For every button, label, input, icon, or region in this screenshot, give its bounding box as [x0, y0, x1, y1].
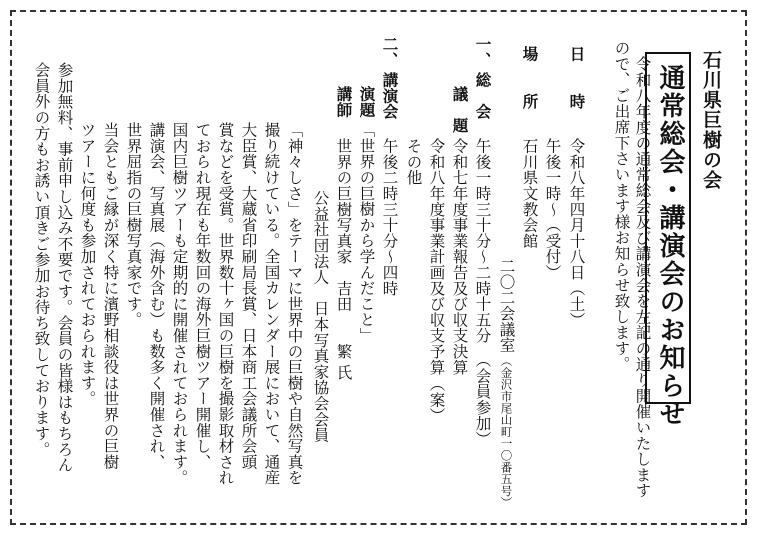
agenda-item-2: 令和八年度事業計画及び収支予算 — [427, 138, 446, 375]
agenda-label: 議 題 — [450, 86, 469, 134]
time-value: 午後一時～（受付） — [543, 138, 562, 281]
bio-line: 講演会、写真展（海外含む）も数多く開催され、 — [147, 122, 166, 470]
agenda-item-1: 令和七年度事業報告及び収支決算 — [450, 138, 469, 375]
date-label: 日 時 — [567, 46, 586, 110]
bio-line: 世界屈指の巨樹写真家です。 — [124, 122, 143, 328]
meeting-note: （会員参加） — [473, 352, 492, 447]
speaker-affiliation: 公益社団法人 日本写真家協会会員 — [311, 190, 330, 443]
speaker-label: 講師 — [334, 86, 353, 118]
agenda-item-3: その他 — [404, 138, 423, 186]
lecture-time: 午後二時三十分～四時 — [380, 138, 399, 296]
section2-label: 講演会 — [380, 72, 399, 120]
notice-title: 通常総会・講演会のお知らせ — [655, 64, 685, 428]
section1-number: 一、 — [473, 36, 492, 68]
bio-line: 賞などを受賞。世界数十ヶ国の巨樹を撮影取材され — [216, 122, 235, 486]
closing-line: 会員外の方もお誘い頂きご参加お待ち致しております。 — [32, 62, 51, 457]
place-label: 場 所 — [520, 46, 539, 110]
topic-label: 演題 — [357, 86, 376, 118]
intro-line-1: 令和八年度の通常総会及び講演会を左記の通り開催いたします — [633, 56, 652, 499]
speaker-value: 世界の巨樹写真家 吉田 繁 氏 — [334, 138, 353, 381]
bio-line: 大臣賞、大蔵省印刷局長賞、日本商工会議所会頭 — [239, 122, 258, 470]
place-room: 二〇二会議室 — [497, 258, 516, 353]
place-address: （金沢市尾山町一〇番五号） — [499, 355, 514, 509]
bio-line: 国内巨樹ツアーも定期的に開催されておられます。 — [170, 122, 189, 486]
agenda-item-2-note: （案） — [427, 376, 446, 424]
bio-line: 撮り続けている。全国カレンダー展において、通産 — [262, 122, 281, 486]
bio-line: 当会ともご縁が深く特に濱野相談役は世界の巨樹 — [101, 122, 120, 470]
section2-number: 二、 — [380, 36, 399, 68]
organization-name: 石川県巨樹の会 — [700, 50, 722, 190]
section1-label: 総 会 — [473, 72, 492, 120]
date-value: 令和八年四月十八日（土） — [567, 138, 586, 328]
meeting-time: 午後一時三十分～二時十五分 — [473, 138, 492, 344]
intro-line-2: ので、ご出席下さいます様お知らせ致します。 — [612, 40, 631, 372]
bio-line: 「神々しさ」をテーマに世界中の巨樹や自然写真を — [285, 122, 304, 486]
notice-title-box — [645, 52, 691, 428]
place-value: 石川県文教会館 — [520, 138, 539, 249]
bio-line: ツアーに何度も参加されておられます。 — [78, 122, 97, 407]
closing-line: 参加無料、事前申し込み不要です。会員の皆様はもちろん — [55, 62, 74, 473]
bio-line: ておられ現在も年数回の海外巨樹ツアー開催し、 — [193, 122, 212, 470]
topic-value: 「世界の巨樹から学んだこと」 — [357, 122, 376, 344]
